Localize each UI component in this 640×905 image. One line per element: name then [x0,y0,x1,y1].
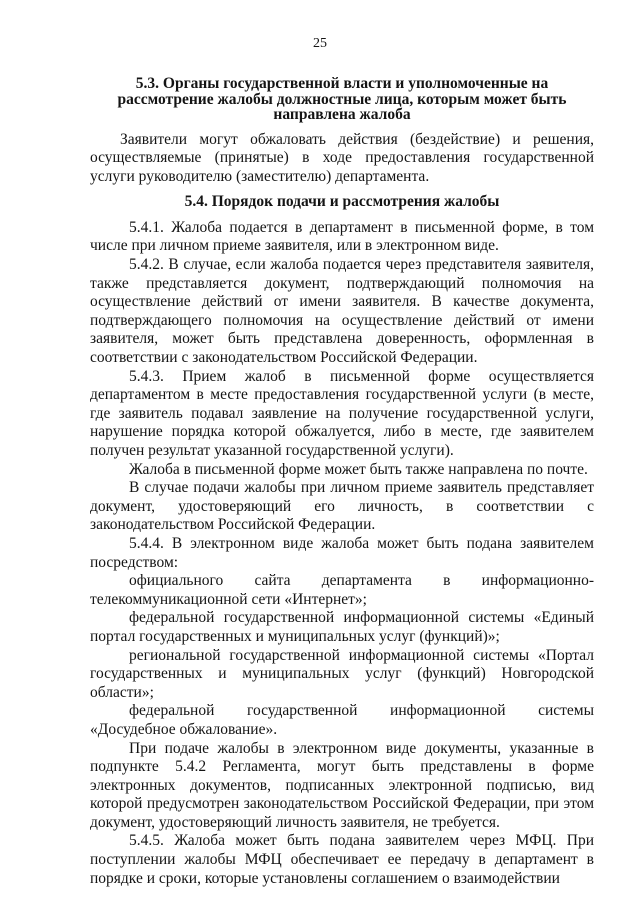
paragraph: 5.4.3. Прием жалоб в письменной форме осуществляется департаментом в месте предоставления государственной услуги (в месте, где заявитель подавал заявление на получение государственной услуги, нарушение порядка которой обжалуется, либо в месте, где заявителем получен результат указанной государственной услуги). [90,367,594,459]
section-5-3-heading-line: рассмотрение жалобы должностные лица, которым может быть [117,90,567,108]
paragraph: Жалоба в письменной форме может быть также направлена по почте. [129,460,588,478]
paragraph: Заявители могут обжаловать действия (бездействие) и решения, осуществляемые (принятые) в ходе предоставления государственной услуги руководителю (заместителю) департамента. [90,130,594,185]
section-5-3-heading-line: 5.3. Органы государственной власти и уполномоченные на [135,75,549,92]
list-item: федеральной государственной информационной системы «Досудебное обжалование». [90,702,594,738]
list-item: региональной государственной информационной системы «Портал государственных и муниципальных услуг (функций) Новгородской области»; [90,646,594,701]
section-5-3-heading-line: направлена жалоба [273,106,411,123]
paragraph: 5.4.5. Жалоба может быть подана заявителем через МФЦ. При поступлении жалобы МФЦ обеспечивает ее передачу в департамент в порядке и сроки, которые установлены соглашением о взаимодействии [90,832,594,887]
section-5-3-heading [90,76,594,123]
paragraph: При подаче жалобы в электронном виде документы, указанные в подпункте 5.4.2 Регламента, могут быть представлены в форме электронных документов, подписанных электронной подписью, вид которой предусмотрен законодательством Российской Федерации, при этом документ, удостоверяющий личность заявителя, не требуется. [90,739,594,831]
list-item: федеральной государственной информационной системы «Единый портал государственных и муниципальных услуг (функций)»; [90,609,594,645]
document-body [90,76,594,888]
list-item: официального сайта департамента в информационно-телекоммуникационной сети «Интернет»; [90,572,594,608]
paragraph: В случае подачи жалобы при личном приеме заявитель представляет документ, удостоверяющий его личность, в соответствии с законодательством Российской Федерации. [90,479,594,534]
paragraph: 5.4.1. Жалоба подается в департамент в письменной форме, в том числе при личном приеме заявителя, или в электронном виде. [90,218,594,255]
paragraph: 5.4.4. В электронном виде жалоба может быть подана заявителем посредством: [90,534,594,571]
page-number: 25 [313,36,327,51]
paragraph: 5.4.2. В случае, если жалоба подается через представителя заявителя, также представляется документ, подтверждающий полномочия на осуществление действий от имени заявителя. В качестве документа, подтверждающего полномочия на осуществление действий от имени заявителя, может быть представлена доверенность, оформленная в соответствии с законодательством Российской Федерации. [90,256,594,367]
section-5-4-heading: 5.4. Порядок подачи и рассмотрения жалобы [184,193,500,211]
